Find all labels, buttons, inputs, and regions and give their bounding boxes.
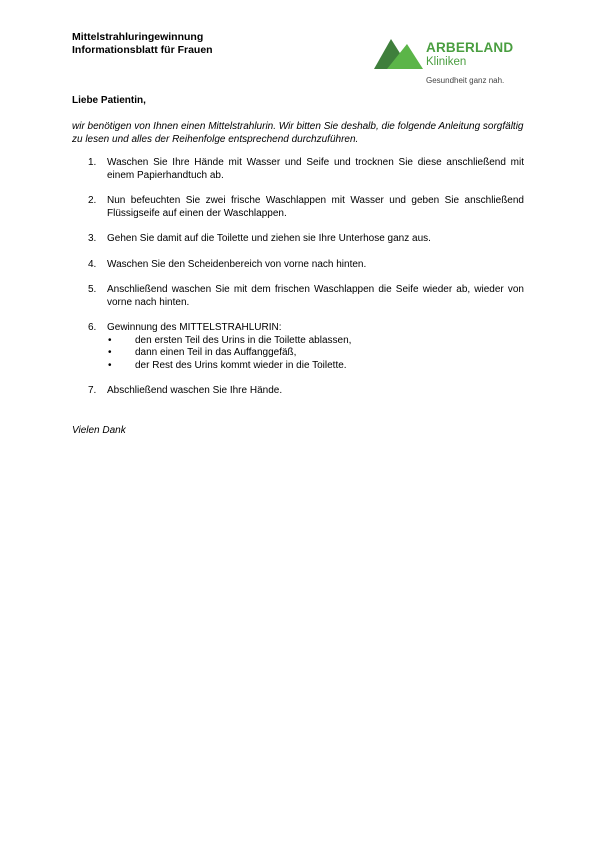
sub-bullet-list <box>107 335 524 373</box>
step-text: Waschen Sie Ihre Hände mit Wasser und Seife und trocknen Sie diese anschließend mit einem Papierhandtuch ab. <box>107 157 524 181</box>
instruction-step <box>72 195 524 220</box>
mountain-logo-icon <box>374 36 424 70</box>
bullet-icon: • <box>108 347 112 358</box>
instruction-step <box>72 322 524 372</box>
title-line-2: Informationsblatt für Frauen <box>72 43 213 56</box>
step-number: 1. <box>88 157 97 168</box>
closing-line: Vielen Dank <box>72 425 126 436</box>
bullet-icon: • <box>108 359 112 371</box>
instruction-step <box>72 233 524 246</box>
sub-bullet-text: den ersten Teil des Urins in die Toilette ablassen, <box>135 334 352 346</box>
document-title <box>72 31 213 56</box>
step-number: 4. <box>88 258 97 270</box>
step-text: Gehen Sie damit auf die Toilette und ziehen sie Ihre Unterhose ganz aus. <box>107 233 431 244</box>
logo-subtitle: Kliniken <box>426 56 467 68</box>
logo-tagline: Gesundheit ganz nah. <box>426 76 505 85</box>
instruction-list <box>72 157 524 411</box>
instruction-step <box>72 157 524 182</box>
instruction-step <box>72 284 524 309</box>
step-number: 5. <box>88 284 97 295</box>
step-text: Anschließend waschen Sie mit dem frischen Waschlappen die Seife wieder ab, wieder von vorne nach hinten. <box>107 284 524 308</box>
arberland-logo <box>374 36 534 92</box>
sub-bullet-item <box>107 347 524 360</box>
sub-bullet-item <box>107 335 524 348</box>
logo-brand-name: ARBERLAND <box>426 40 514 55</box>
step-number: 6. <box>88 322 97 333</box>
sub-bullet-item <box>107 360 524 373</box>
intro-paragraph: wir benötigen von Ihnen einen Mittelstrahlurin. Wir bitten Sie deshalb, die folgende Anleitung sorgfältig zu lesen und alles der Reihenfolge entsprechend durchzuführen. <box>72 121 524 145</box>
bullet-icon: • <box>108 334 112 346</box>
step-text: Nun befeuchten Sie zwei frische Waschlappen mit Wasser und geben Sie anschließend Flüssigseife auf einen der Waschlappen. <box>107 195 524 219</box>
salutation: Liebe Patientin, <box>72 95 146 106</box>
sub-bullet-text: dann einen Teil in das Auffanggefäß, <box>135 347 297 358</box>
step-text: Waschen Sie den Scheidenbereich von vorne nach hinten. <box>107 258 367 270</box>
sub-bullet-text: der Rest des Urins kommt wieder in die Toilette. <box>135 359 347 371</box>
title-line-1: Mittelstrahluringewinnung <box>72 31 204 43</box>
step-number: 2. <box>88 195 97 206</box>
instruction-step <box>72 259 524 272</box>
step-text: Abschließend waschen Sie Ihre Hände. <box>107 385 283 396</box>
instruction-step <box>72 385 524 398</box>
step-number: 3. <box>88 233 97 244</box>
step-text: Gewinnung des MITTELSTRAHLURIN: <box>107 322 282 333</box>
step-number: 7. <box>88 385 97 396</box>
